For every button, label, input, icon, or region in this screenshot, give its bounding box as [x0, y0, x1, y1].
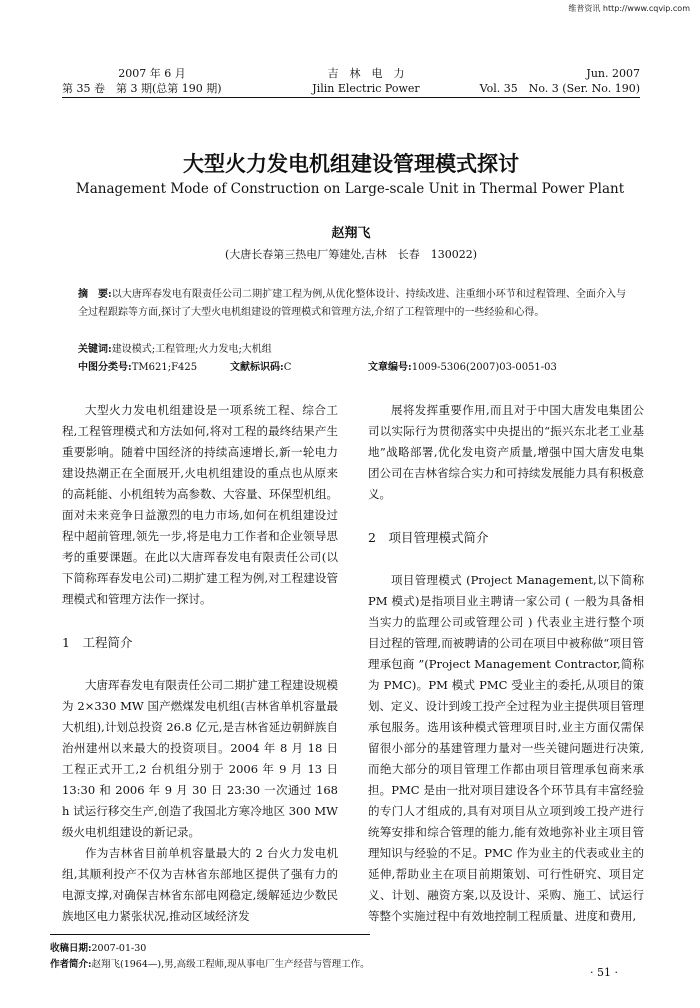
header-date-cn: 2007 年 6 月 [118, 67, 186, 80]
watermark: 维普资讯 http://www.cqvip.com [568, 4, 690, 13]
header-center [296, 66, 436, 96]
article-number-value: 1009-5306(2007)03-0051-03 [411, 362, 557, 373]
abstract-label: 摘 要: [78, 289, 112, 300]
author-name: 赵翔飞 [331, 226, 371, 241]
section-2-paragraph-1: 项目管理模式 (Project Management,以下简称 PM 模式)是指项目业主聘请一家公司 ( 一般为具备相当实力的监理公司或管理公司 ) 代表业主进行整个项目过程的管理,而被聘请的公司在项目中被称做“项目管理承包商 ”(Project Management Contractor,简称为 PMC)。PM 模式 PMC 受业主的委托,从项目的策划、定义、设计到竣工投产全过程为业主提供项目管理承包服务。选用该种模式管理项目时,业主方面仅需保留很小部分的基建管理力量对一些关键问题进行决策,而绝大部分的项目管理工作都由项目管理承包商来承担。PMC 是由一批对项目建设各个环节具有丰富经验的专门人才组成的,具有对项目从立项到竣工投产进行统筹安排和综合管理的能力,能有效地弥补业主项目管理知识与经验的不足。PMC 作为业主的代表或业主的延伸,帮助业主在项目前期策划、可行性研究、项目定义、计划、融资方案,以及设计、采购、施工、试运行等整个实施过程中有效地控制工程质量、进度和费用, [368, 573, 644, 923]
article-number-label: 文章编号: [368, 362, 412, 373]
paper-subtitle-en: Management Mode of Construction on Large-scale Unit in Thermal Power Plant [75, 181, 625, 197]
author-bio-label: 作者简介: [50, 959, 92, 970]
abstract-text: 以大唐珲春发电有限责任公司二期扩建工程为例,从优化整体设计、持续改进、注重细小环节和过程管理、全面介入与全过程跟踪等方面,探讨了大型火电机组建设的管理模式和管理方法,介绍了工程管理中的一些经验和心得。 [78, 289, 626, 318]
footnote-divider [50, 934, 370, 935]
keywords-label: 关键词: [78, 344, 112, 355]
keywords-text: 建设模式;工程管理;火力发电;大机组 [111, 344, 272, 355]
author-affiliation: (大唐长春第三热电厂筹建处,吉林 长春 130022) [224, 248, 478, 261]
clc-number [78, 358, 197, 373]
section-1-paragraph-1: 大唐珲春发电有限责任公司二期扩建工程建设规模为 2×330 MW 国产燃煤发电机组(吉林省单机容量最大机组),计划总投资 26.8 亿元,是吉林省延边朝鲜族自治州建州以来最大的投资项目。2004 年 8 月 18 日工程正式开工,2 台机组分别于 2006 年 9 月 13 日 13:30 和 2006 年 9 月 30 日 23:30 一次通过 168 h 试运行移交生产,创造了我国北方寒冷地区 300 MW 级火电机组建设的新记录。 [62, 678, 338, 839]
header-date-en: Jun. 2007 [586, 67, 640, 80]
clc-value: TM621;F425 [131, 362, 198, 373]
received-date [50, 940, 146, 954]
header-volume-en: Vol. 35 No. 3 (Ser. No. 190) [479, 82, 640, 95]
header-volume-cn: 第 35 卷 第 3 期(总第 190 期) [62, 82, 222, 95]
right-column [368, 400, 644, 927]
header-divider [62, 97, 640, 98]
journal-name-en: Jilin Electric Power [312, 82, 420, 95]
left-column [62, 400, 338, 927]
journal-name-cn: 吉 林 电 力 [327, 67, 405, 80]
author-bio-text: 赵翔飞(1964—),男,高级工程师,现从事电厂生产经营与管理工作。 [91, 959, 370, 970]
keywords [78, 340, 626, 355]
section-1-heading: 1 工程简介 [62, 635, 133, 650]
author-bio [50, 956, 370, 970]
paper-title: 大型火力发电机组建设管理模式探讨 [183, 151, 519, 176]
continued-paragraph: 展将发挥重要作用,而且对于中国大唐发电集团公司以实际行为贯彻落实中央提出的“振兴东北老工业基地”战略部署,优化发电资产质量,增强中国大唐发电集团公司在吉林省综合实力和可持续发展能力具有积极意义。 [368, 403, 644, 501]
section-1-paragraph-2: 作为吉林省目前单机容量最大的 2 台火力发电机组,其顺利投产不仅为吉林省东部地区提供了强有力的电源支撑,对确保吉林省东部电网稳定,缓解延边少数民族地区电力紧张状况,推动区域经济发 [62, 846, 338, 923]
header-right [460, 66, 640, 96]
received-label: 收稿日期: [50, 943, 92, 954]
doc-code-label: 文献标识码: [230, 362, 284, 373]
section-2-heading: 2 项目管理模式简介 [368, 530, 489, 545]
abstract [78, 286, 626, 322]
received-value: 2007-01-30 [91, 943, 147, 954]
doc-code-value: C [283, 362, 292, 373]
article-number [368, 358, 557, 373]
page-number: · 51 · [590, 966, 618, 979]
doc-code [230, 358, 291, 373]
intro-paragraph: 大型火力发电机组建设是一项系统工程、综合工程,工程管理模式和方法如何,将对工程的最终结果产生重要影响。随着中国经济的持续高速增长,新一轮电力建设热潮正在全面展开,火电机组建设的重点也从原来的高耗能、小机组转为高参数、大容量、环保型机组。面对未来竞争日益激烈的电力市场,如何在机组建设过程中超前管理,领先一步,将是电力工作者和企业领导思考的重要课题。在此以大唐珲春发电有限责任公司(以下简称珲春发电公司)二期扩建工程为例,对工程建设管理模式和管理方法作一探讨。 [62, 403, 338, 606]
clc-label: 中图分类号: [78, 362, 132, 373]
header-left [62, 66, 242, 96]
